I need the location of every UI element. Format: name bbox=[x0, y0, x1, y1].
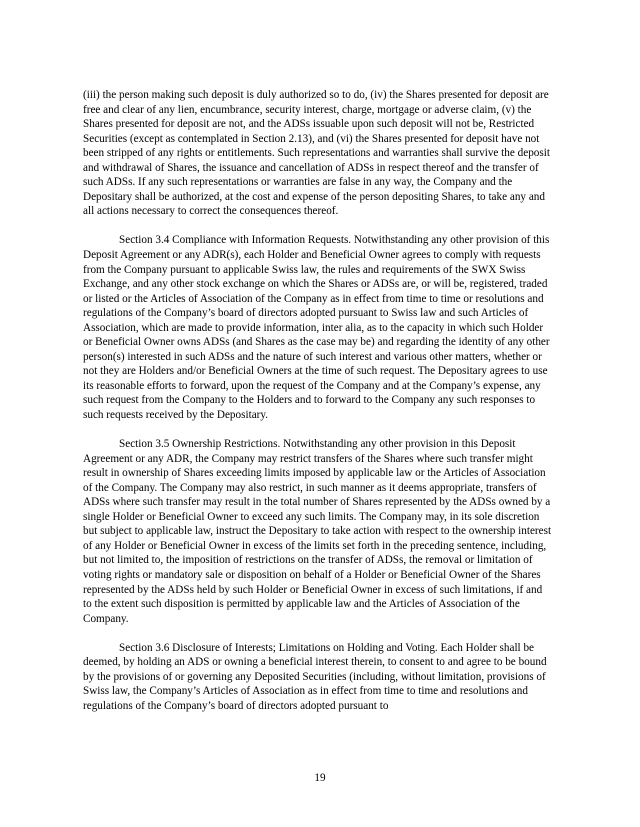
paragraph-continuation: (iii) the person making such deposit is duly authorized so to do, (iv) the Shares presented for deposit are free and clear of any lien, encumbrance, security interest, charge, mortgage or adverse claim, (v) the Shares presented for deposit are not, and the ADSs issuable upon such deposit will not be, Restricted Securities (except as contemplated in Section 2.13), and (vi) the Shares presented for deposit have not been stripped of any rights or entitlements. Such representations and warranties shall survive the deposit and withdrawal of Shares, the issuance and cancellation of ADSs in respect thereof and the transfer of such ADSs. If any such representations or warranties are false in any way, the Company and the Depositary shall be authorized, at the cost and expense of the person depositing Shares, to take any and all actions necessary to correct the consequences thereof. bbox=[83, 89, 550, 218]
paragraph-section-3-6: Section 3.6 Disclosure of Interests; Limitations on Holding and Voting. Each Holder shall be deemed, by holding an ADS or owning a beneficial interest therein, to consent to and agree to be bound by the provisions of or governing any Deposited Securities (including, without limitation, provisions of Swiss law, the Company’s Articles of Association as in effect from time to time and resolutions and regulations of the Company’s board of directors adopted pursuant to bbox=[83, 641, 547, 712]
paragraph-section-3-5: Section 3.5 Ownership Restrictions. Notwithstanding any other provision in this Deposit Agreement or any ADR, the Company may restrict transfers of the Shares where such transfer might result in ownership of Shares exceeding limits imposed by applicable law or the Articles of Association of the Company. The Company may also restrict, in such manner as it deems appropriate, transfers of ADSs where such transfer may result in the total number of Shares represented by the ADSs owned by a single Holder or Beneficial Owner to exceed any such limits. The Company may, in its sole discretion but subject to applicable law, instruct the Depositary to take action with respect to the ownership interest of any Holder or Beneficial Owner in excess of the limits set forth in the preceding sentence, including, but not limited to, the imposition of restrictions on the transfer of ADSs, the removal or limitation of voting rights or mandatory sale or disposition on behalf of a Holder or Beneficial Owner of the Shares represented by the ADSs held by such Holder or Beneficial Owner in excess of such limitations, if and to the extent such disposition is permitted by applicable law and the Articles of Association of the Company. bbox=[83, 438, 552, 625]
document-body bbox=[83, 88, 553, 728]
page-number: 19 bbox=[314, 772, 326, 784]
paragraph-section-3-4: Section 3.4 Compliance with Information Requests. Notwithstanding any other provision of this Deposit Agreement or any ADR(s), each Holder and Beneficial Owner agrees to comply with requests from the Company pursuant to applicable Swiss law, the rules and requirements of the SWX Swiss Exchange, and any other stock exchange on which the Shares or ADSs are, or will be, registered, traded or listed or the Articles of Association of the Company as in effect from time to time or resolutions and regulations of the Company’s board of directors adopted pursuant to Swiss law and such Articles of Association, which are made to provide information, inter alia, as to the capacity in which such Holder or Beneficial Owner owns ADSs (and Shares as the case may be) and regarding the identity of any other person(s) interested in such ADSs and the nature of such interest and various other matters, whether or not they are Holders and/or Beneficial Owners at the time of such request. The Depositary agrees to use its reasonable efforts to forward, upon the request of the Company and at the Company’s expense, any such request from the Company to the Holders and to forward to the Company any such responses to such requests received by the Depositary. bbox=[83, 234, 550, 421]
